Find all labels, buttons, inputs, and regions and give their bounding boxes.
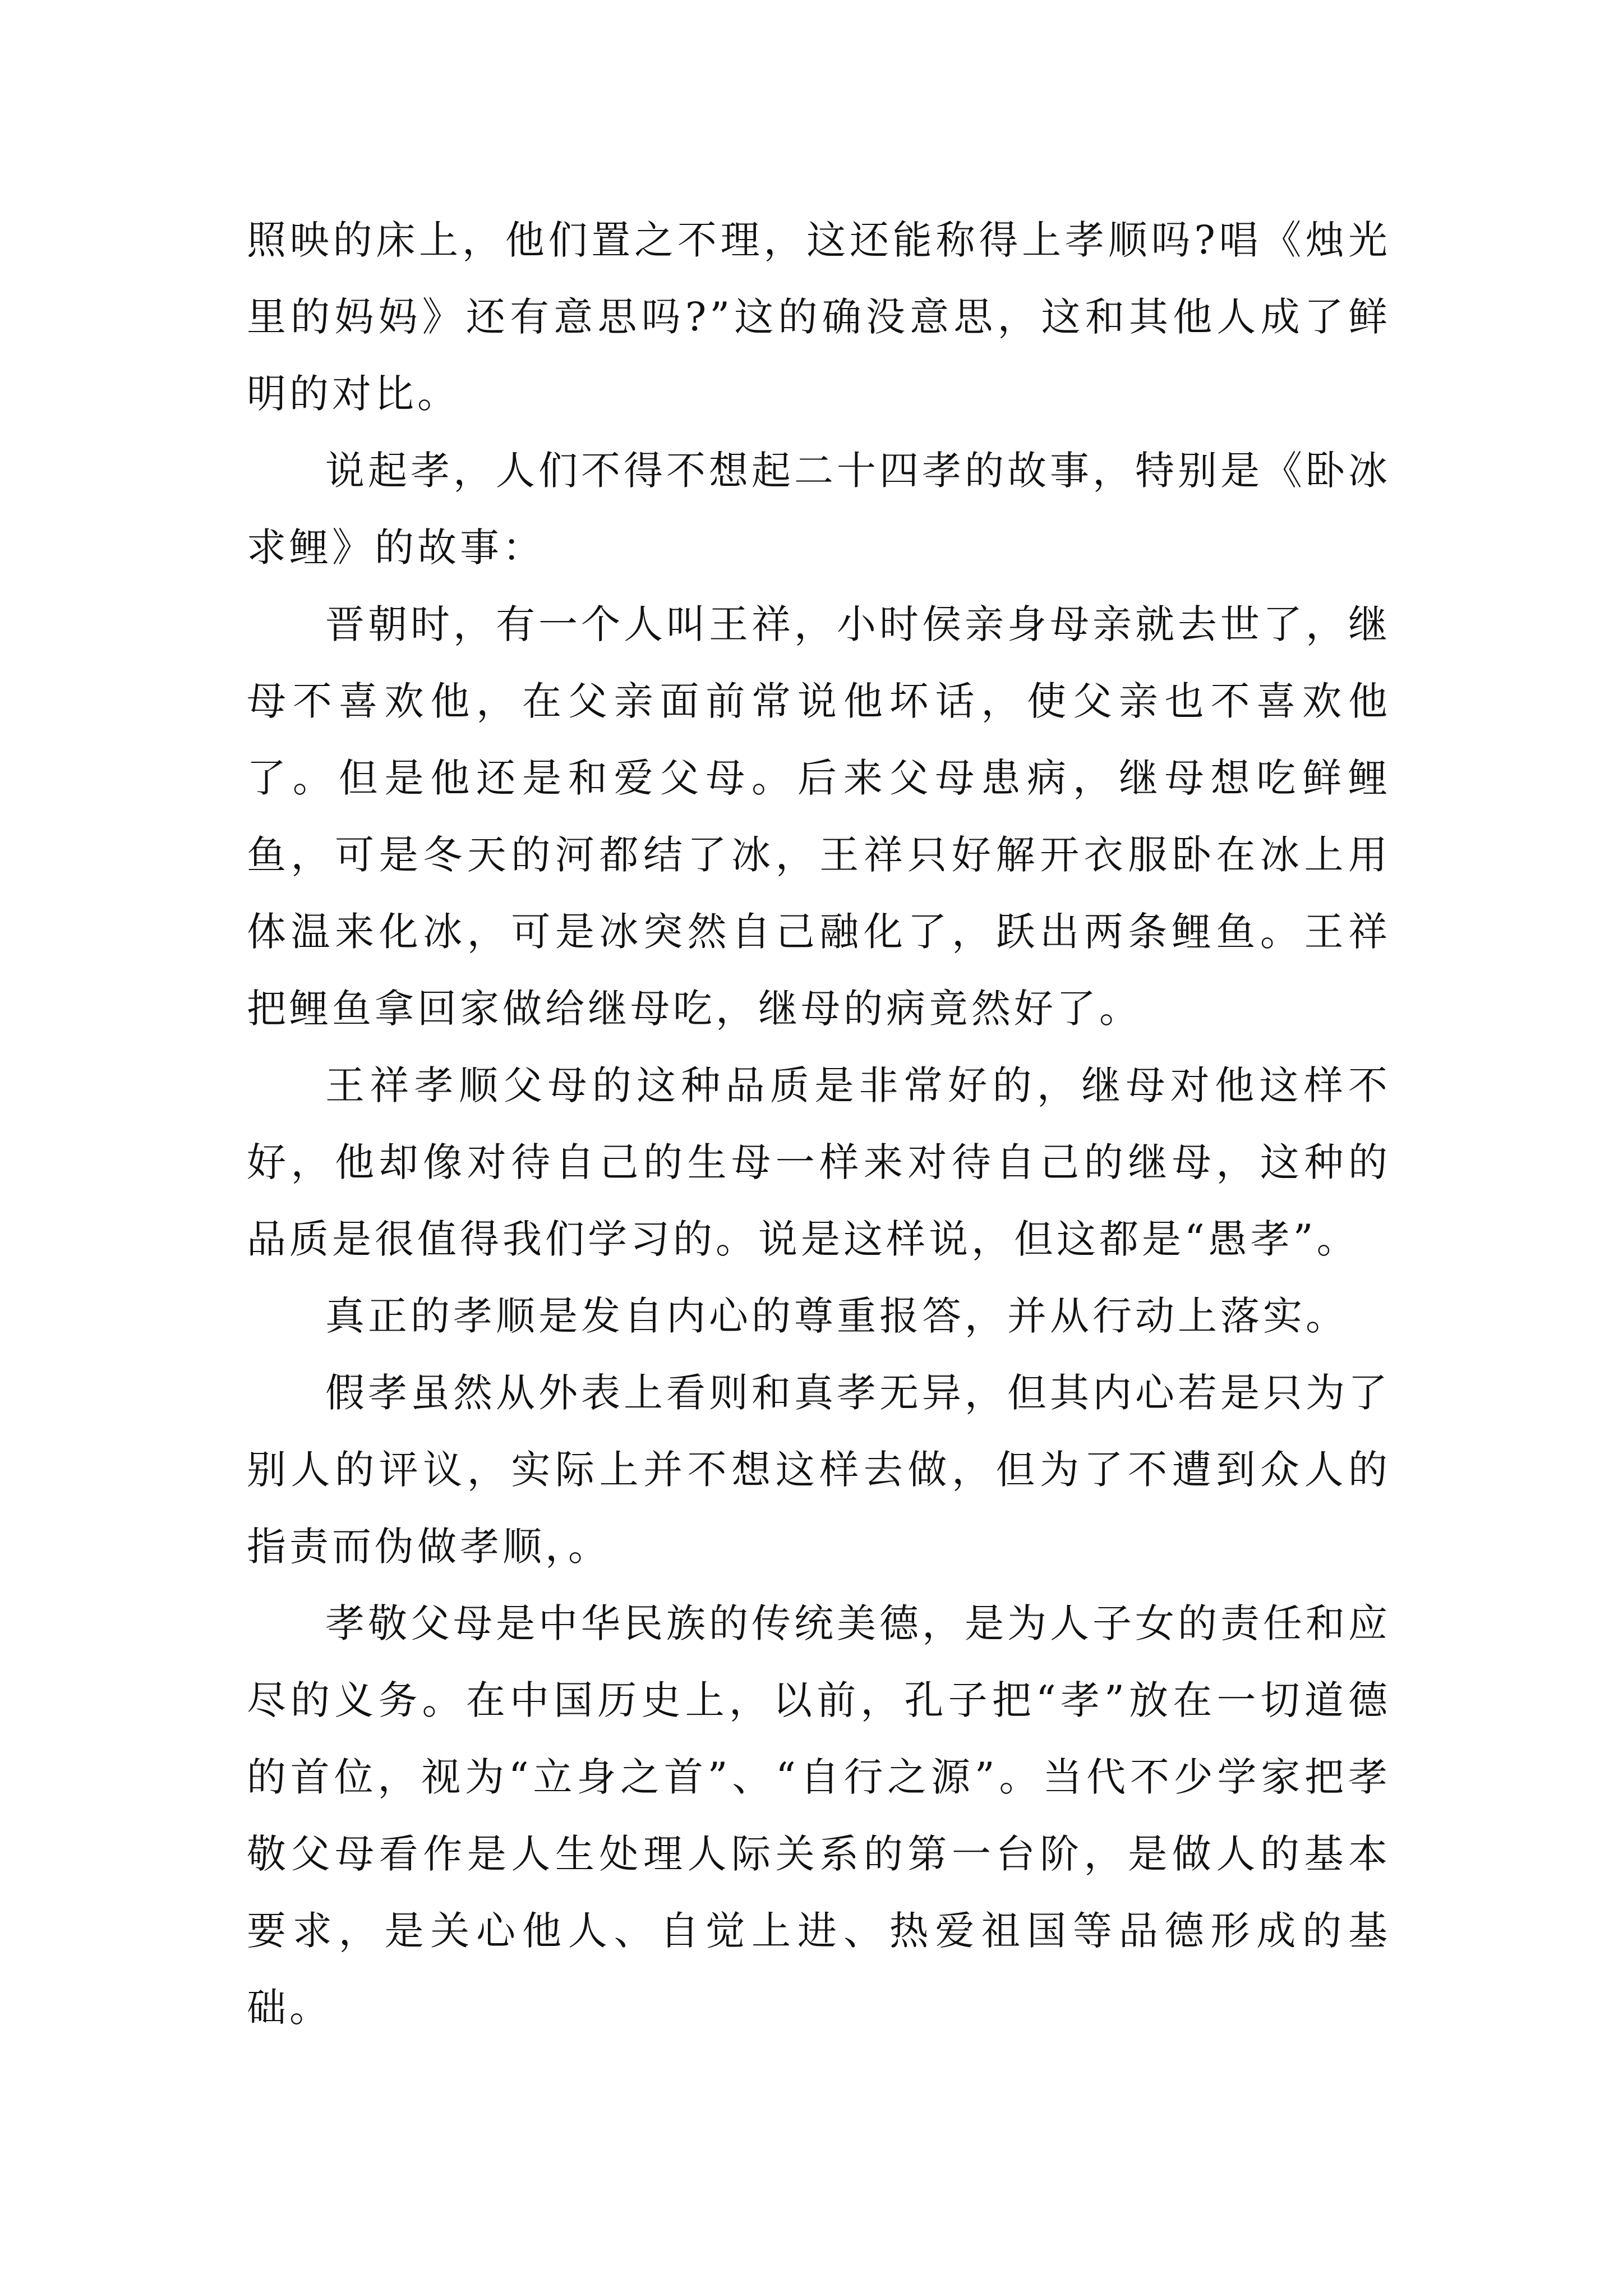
paragraph-7: 孝敬父母是中华民族的传统美德，是为人子女的责任和应尽的义务。在中国历史上，以前，孔子把“孝”放在一切道德的首位，视为“立身之首”、“自行之源”。当代不少学家把孝敬父母看作是人生处理人际关系的第一台阶，是做人的基本要求，是关心他人、自觉上进、热爱祖国等品德形成的基础。 (247, 1600, 1391, 2031)
paragraph-6: 假孝虽然从外表上看则和真孝无异，但其内心若是只为了别人的评议，实际上并不想这样去做，但为了不遭到众人的指责而伪做孝顺，。 (247, 1370, 1391, 1570)
paragraph-3: 晋朝时，有一个人叫王祥，小时侯亲身母亲就去世了，继母不喜欢他，在父亲面前常说他坏话，使父亲也不喜欢他了。但是他还是和爱父母。后来父母患病，继母想吃鲜鲤鱼，可是冬天的河都结了冰，王祥只好解开衣服卧在冰上用体温来化冰，可是冰突然自己融化了，跃出两条鲤鱼。王祥把鲤鱼拿回家做给继母吃，继母的病竟然好了。 (247, 601, 1391, 1032)
paragraph-4: 王祥孝顺父母的这种品质是非常好的，继母对他这样不好，他却像对待自己的生母一样来对待自己的继母，这种的品质是很值得我们学习的。说是这样说，但这都是“愚孝”。 (247, 1062, 1391, 1262)
document-body (247, 202, 1391, 2046)
paragraph-5: 真正的孝顺是发自内心的尊重报答，并从行动上落实。 (325, 1293, 1348, 1339)
paragraph-2: 说起孝，人们不得不想起二十四孝的故事，特别是《卧冰求鲤》的故事： (247, 448, 1391, 570)
paragraph-1: 照映的床上，他们置之不理，这还能称得上孝顺吗?唱《烛光里的妈妈》还有意思吗?”这的确没意思，这和其他人成了鲜明的对比。 (247, 217, 1391, 417)
